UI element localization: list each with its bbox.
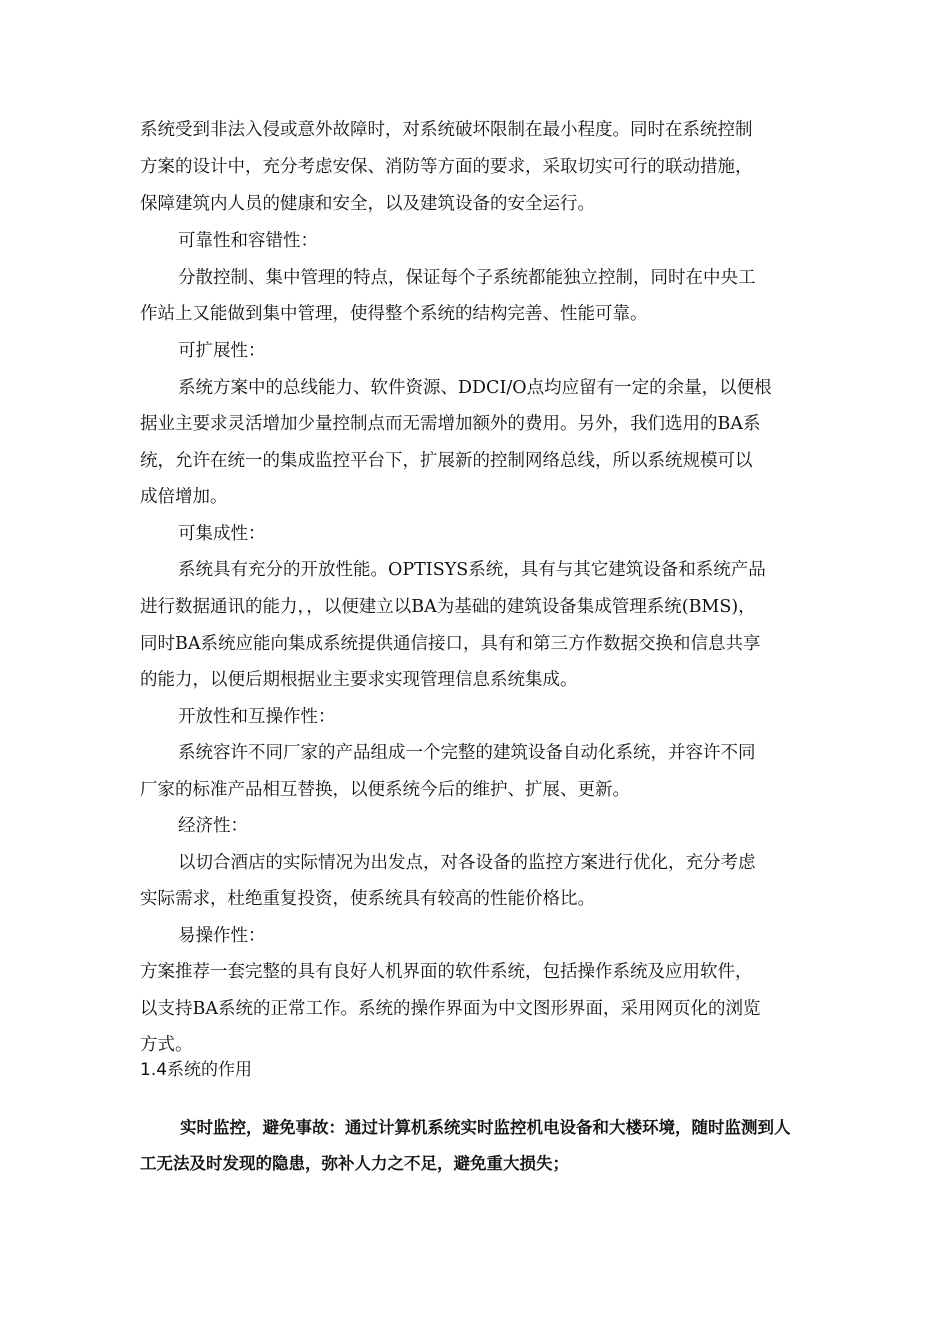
subheading-openness: 开放性和互操作性：: [178, 707, 336, 727]
paragraph-line: 的能力，以便后期根据业主要求实现管理信息系统集成。: [140, 670, 578, 690]
paragraph-line: 系统具有充分的开放性能。OPTISYS系统，具有与其它建筑设备和系统产品: [178, 560, 766, 580]
paragraph-line: 保障建筑内人员的健康和安全，以及建筑设备的安全运行。: [140, 194, 595, 214]
paragraph-line: 成倍增加。: [140, 487, 228, 507]
paragraph-line: 作站上又能做到集中管理，使得整个系统的结构完善、性能可靠。: [140, 304, 648, 324]
subheading-integrability: 可集成性：: [178, 524, 266, 544]
section-title: 1.4系统的作用: [140, 1060, 253, 1080]
bold-paragraph-line: 工无法及时发现的隐患，弥补人力之不足，避免重大损失；: [140, 1154, 569, 1173]
subheading-usability: 易操作性：: [178, 926, 266, 946]
paragraph-line: 系统受到非法入侵或意外故障时，对系统破坏限制在最小程度。同时在系统控制: [140, 120, 753, 140]
subheading-economy: 经济性：: [178, 816, 248, 836]
paragraph-line: 以支持BA系统的正常工作。系统的操作界面为中文图形界面，采用网页化的浏览: [140, 999, 761, 1019]
paragraph-line: 以切合酒店的实际情况为出发点，对各设备的监控方案进行优化，充分考虑: [178, 853, 756, 873]
paragraph-line: 据业主要求灵活增加少量控制点而无需增加额外的费用。另外，我们选用的BA系: [140, 414, 761, 434]
subheading-scalability: 可扩展性：: [178, 341, 266, 361]
subheading-reliability: 可靠性和容错性：: [178, 231, 318, 251]
paragraph-line: 方式。: [140, 1035, 193, 1055]
paragraph-line: 分散控制、集中管理的特点，保证每个子系统都能独立控制，同时在中央工: [178, 268, 756, 288]
paragraph-line: 统，允许在统一的集成监控平台下，扩展新的控制网络总线，所以系统规模可以: [140, 451, 753, 471]
paragraph-line: 厂家的标准产品相互替换，以便系统今后的维护、扩展、更新。: [140, 780, 630, 800]
paragraph-line: 系统方案中的总线能力、软件资源、DDCI/O点均应留有一定的余量，以便根: [178, 378, 772, 398]
paragraph-line: 进行数据通讯的能力，，以便建立以BA为基础的建筑设备集成管理系统(BMS)，: [140, 597, 756, 617]
bold-paragraph-line: 实时监控，避免事故：通过计算机系统实时监控机电设备和大楼环境，随时监测到人: [180, 1118, 791, 1137]
paragraph-line: 实际需求，杜绝重复投资，使系统具有较高的性能价格比。: [140, 889, 595, 909]
paragraph-line: 同时BA系统应能向集成系统提供通信接口，具有和第三方作数据交换和信息共享: [140, 634, 761, 654]
paragraph-line: 系统容许不同厂家的产品组成一个完整的建筑设备自动化系统，并容许不同: [178, 743, 756, 763]
paragraph-line: 方案推荐一套完整的具有良好人机界面的软件系统，包括操作系统及应用软件，: [140, 962, 753, 982]
paragraph-line: 方案的设计中，充分考虑安保、消防等方面的要求，采取切实可行的联动措施，: [140, 157, 753, 177]
